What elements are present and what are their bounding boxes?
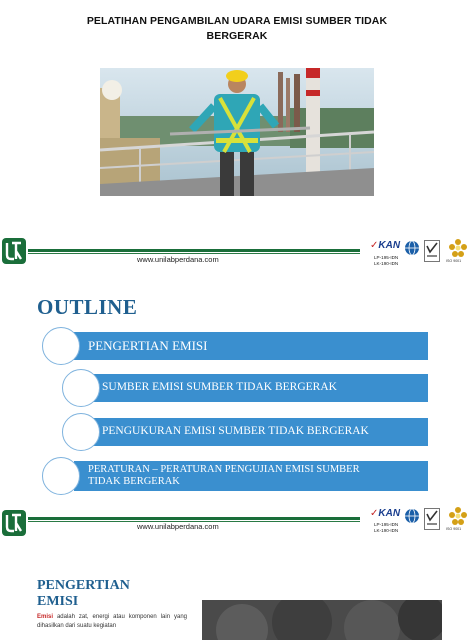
- website-link[interactable]: www.unilabperdana.com: [137, 522, 219, 531]
- unilab-logo-icon: [2, 238, 26, 264]
- outline-item-4: [88, 464, 360, 488]
- accreditation-lk: LK-190-IDN: [374, 261, 399, 266]
- outline-bullet-3: [62, 413, 100, 451]
- kan-check-icon: ✓: [370, 508, 379, 519]
- flower-seal-icon: [448, 238, 468, 258]
- worker-photo-illustration: [100, 68, 374, 196]
- slide1-title: [60, 14, 414, 44]
- slide3-heading-line1: PENGERTIAN: [37, 578, 130, 593]
- footer-divider: [28, 249, 360, 252]
- outline-item-1: PENGERTIAN EMISI: [88, 338, 208, 353]
- slide3-body-emphasis: Emisi: [37, 614, 54, 620]
- outline-bar-1[interactable]: [74, 332, 428, 360]
- slide3-heading-line2: EMISI: [37, 594, 79, 609]
- accreditation-numbers: [374, 522, 398, 534]
- slide3-body: [37, 613, 187, 631]
- outline-bullet-4: [42, 457, 80, 495]
- website-link[interactable]: www.unilabperdana.com: [137, 255, 219, 264]
- unilab-logo-icon: [2, 510, 26, 536]
- kan-check-icon: ✓: [370, 240, 379, 251]
- slide3-heading: [37, 578, 130, 610]
- certification-stamp-icon: [424, 508, 440, 530]
- footer-divider: [28, 517, 360, 520]
- outline-heading: OUTLINE: [37, 295, 138, 319]
- outline-item-4-line2: TIDAK BERGERAK: [88, 476, 180, 487]
- accreditation-lp: LP-195-IDN: [374, 255, 399, 260]
- globe-badge-icon: [404, 508, 420, 524]
- kan-logo: [370, 240, 400, 251]
- globe-badge-icon: [404, 240, 420, 256]
- outline-bullet-1: [42, 327, 80, 365]
- outline-bar-4[interactable]: [74, 461, 428, 491]
- outline-bar-2[interactable]: [92, 374, 428, 402]
- accreditation-lk: LK-190-IDN: [374, 528, 399, 533]
- accreditation-lp: LP-195-IDN: [374, 522, 399, 527]
- kan-logo-text: KAN: [378, 508, 401, 519]
- kan-logo: [370, 508, 400, 519]
- slide1-title-line1: PELATIHAN PENGAMBILAN UDARA EMISI SUMBER TIDAK: [86, 15, 388, 27]
- outline-item-3: PENGUKURAN EMISI SUMBER TIDAK BERGERAK: [102, 425, 369, 437]
- smoke-photo: [202, 600, 442, 640]
- kan-logo-text: KAN: [378, 240, 401, 251]
- iso-label: ISO 9001: [446, 527, 462, 531]
- outline-item-4-line1: PERATURAN – PERATURAN PENGUJIAN EMISI SUMBER: [88, 464, 360, 475]
- outline-bar-3[interactable]: [92, 418, 428, 446]
- iso-label: ISO 9001: [446, 259, 462, 263]
- slide3-body-text: adalah zat, energi atau komponen lain yang dihasilkan dari suatu kegiatan: [37, 614, 187, 629]
- accreditation-numbers: [374, 255, 398, 267]
- flower-seal-icon: [448, 506, 468, 526]
- certification-stamp-icon: [424, 240, 440, 262]
- slide1-title-line2: BERGERAK: [206, 30, 268, 42]
- outline-bullet-2: [62, 369, 100, 407]
- footer-divider-thin: [28, 253, 360, 254]
- outline-item-2: SUMBER EMISI SUMBER TIDAK BERGERAK: [102, 381, 337, 393]
- smoke-photo-illustration: [202, 600, 442, 640]
- worker-photo: [100, 68, 374, 196]
